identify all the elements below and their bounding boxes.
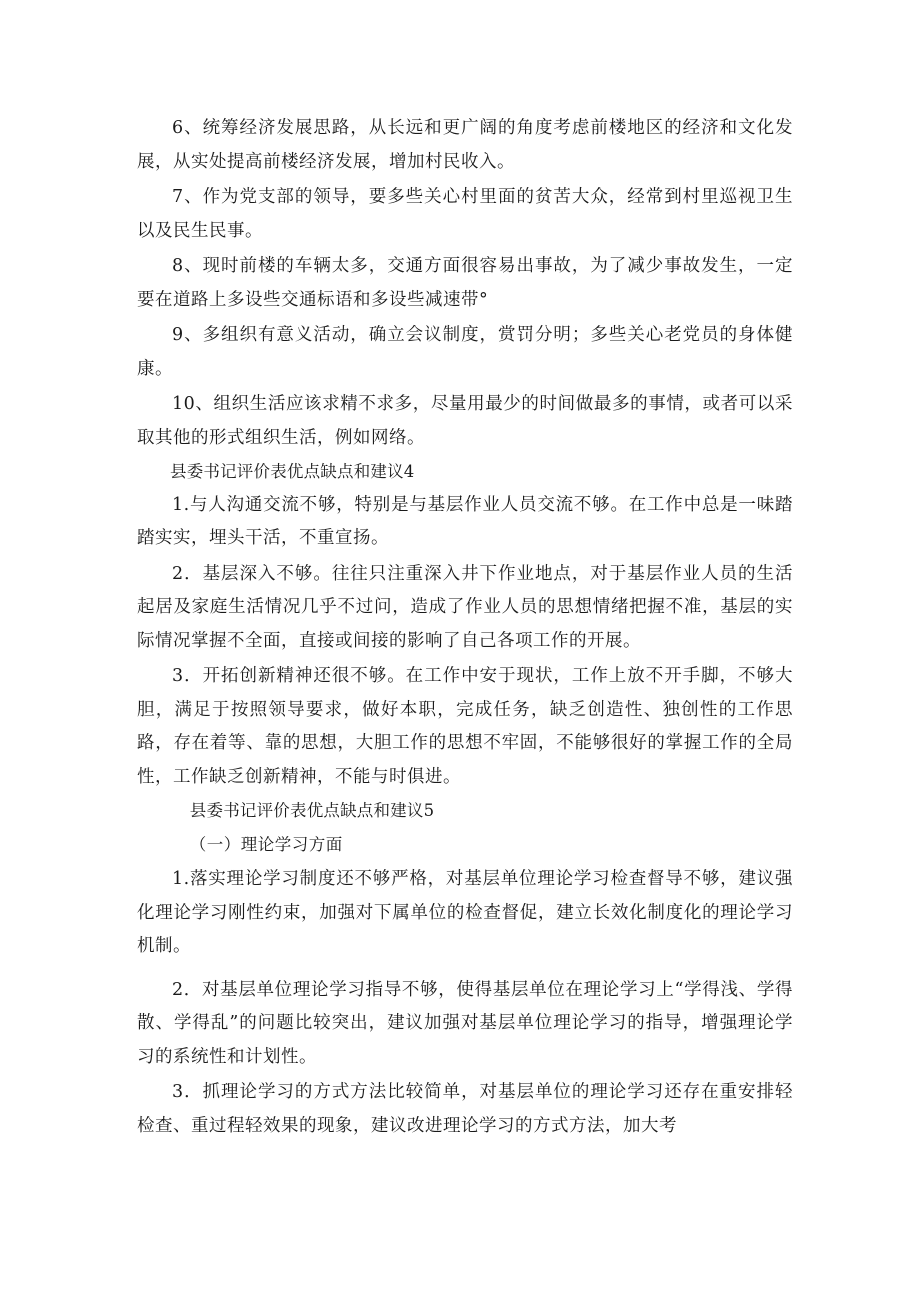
section-4-item-3: 3．开拓创新精神还很不够。在工作中安于现状，工作上放不开手脚，不够大胆，满足于按照领导要求，做好本职，完成任务，缺乏创造性、独创性的工作思路，存在着等、靠的思想，大胆工作的思想不牢固，不能够很好的掌握工作的全局性，工作缺乏创新精神，不能与时俱进。 bbox=[137, 666, 793, 787]
section-5-title: 县委书记评价表优点缺点和建议5 bbox=[189, 801, 435, 820]
section-5-item-3: 3．抓理论学习的方式方法比较简单，对基层单位的理论学习还存在重安排轻检查、重过程轻效果的现象，建议改进理论学习的方式方法，加大考 bbox=[137, 1082, 793, 1136]
document-body bbox=[137, 112, 793, 1143]
section-4-title: 县委书记评价表优点缺点和建议4 bbox=[170, 462, 415, 481]
section-4-item-1: 1.与人沟通交流不够，特别是与基层作业人员交流不够。在工作中总是一味踏踏实实，埋头干活，不重宣扬。 bbox=[137, 494, 793, 548]
section-5-item-2: 2．对基层单位理论学习指导不够，使得基层单位在理论学习上“学得浅、学得散、学得乱”的问题比较突出，建议加强对基层单位理论学习的指导，增强理论学习的系统性和计划性。 bbox=[137, 979, 793, 1067]
paragraph-item-8: 8、现时前楼的车辆太多，交通方面很容易出事故，为了减少事故发生，一定要在道路上多设些交通标语和多设些减速带° bbox=[137, 256, 793, 310]
section-4-item-2: 2．基层深入不够。往往只注重深入井下作业地点，对于基层作业人员的生活起居及家庭生活情况几乎不过问，造成了作业人员的思想情绪把握不准，基层的实际情况掌握不全面，直接或间接的影响了自己各项工作的开展。 bbox=[137, 563, 793, 651]
section-5-subtitle: （一）理论学习方面 bbox=[189, 834, 343, 854]
paragraph-item-10: 10、组织生活应该求精不求多，尽量用最少的时间做最多的事情，或者可以采取其他的形式组织生活，例如网络。 bbox=[137, 394, 793, 448]
paragraph-item-9: 9、多组织有意义活动，确立会议制度，赏罚分明；多些关心老党员的身体健康。 bbox=[137, 325, 793, 379]
paragraph-item-6: 6、统筹经济发展思路，从长远和更广阔的角度考虑前楼地区的经济和文化发展，从实处提高前楼经济发展，增加村民收入。 bbox=[137, 118, 793, 172]
paragraph-item-7: 7、作为党支部的领导，要多些关心村里面的贫苦大众，经常到村里巡视卫生以及民生民事。 bbox=[137, 187, 793, 241]
section-5-item-1: 1.落实理论学习制度还不够严格，对基层单位理论学习检查督导不够，建议强化理论学习刚性约束，加强对下属单位的检查督促，建立长效化制度化的理论学习机制。 bbox=[137, 869, 793, 956]
